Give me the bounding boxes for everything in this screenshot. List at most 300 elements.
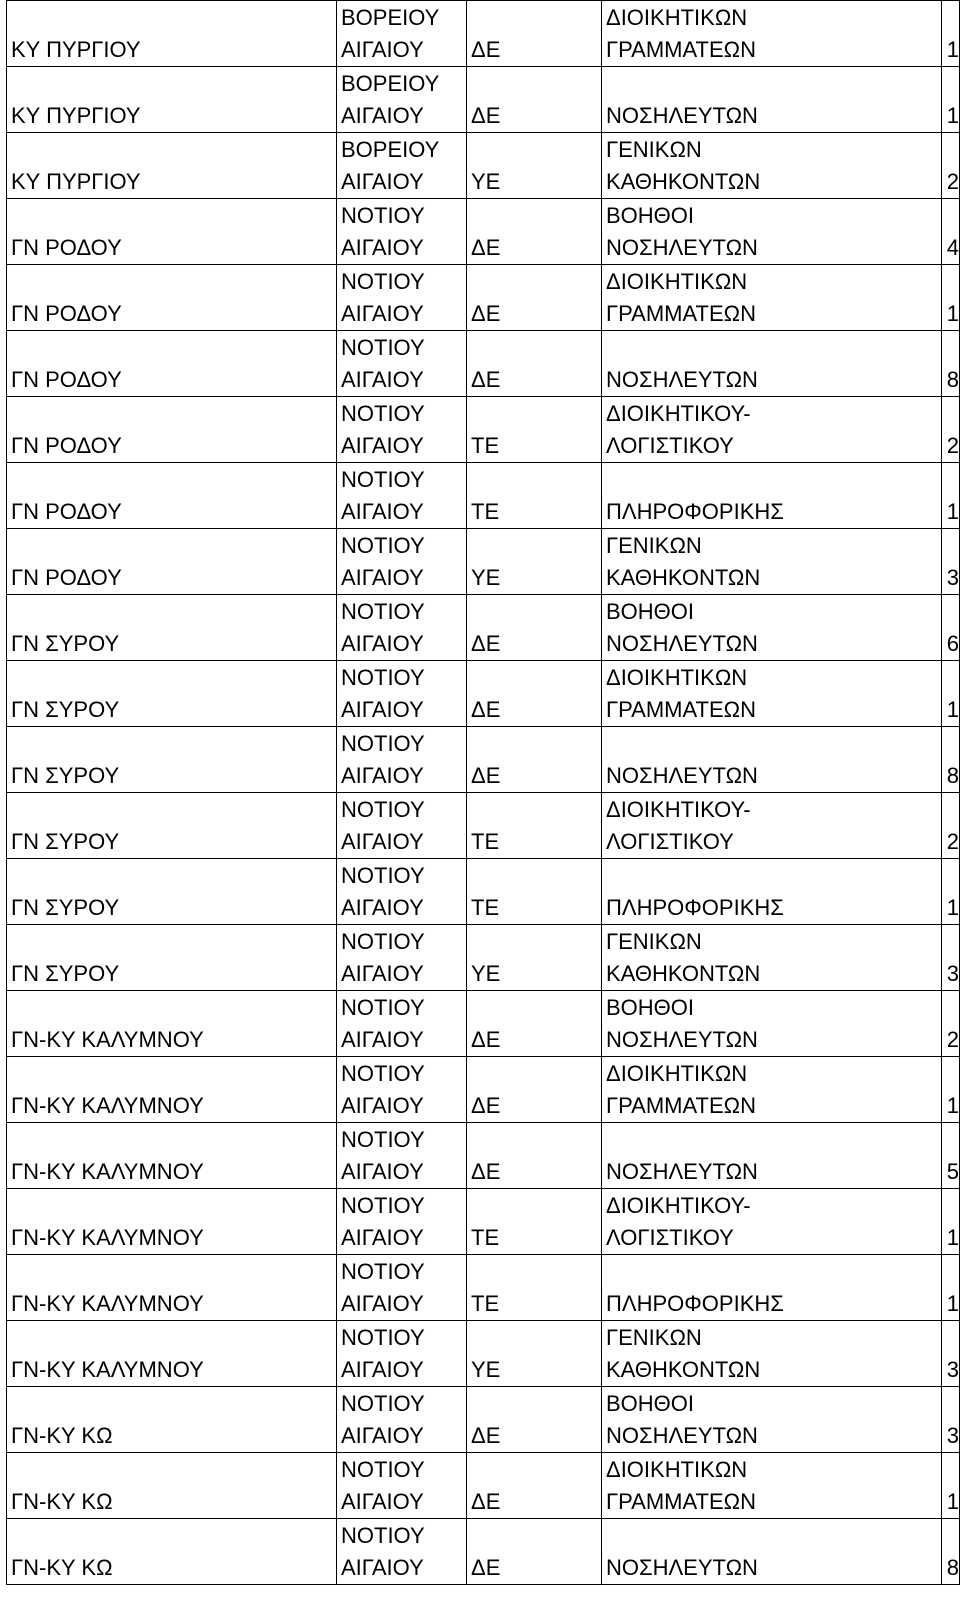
organization-text: ΓΝ ΣΥΡΟΥ bbox=[11, 961, 120, 986]
organization-cell[interactable] bbox=[7, 265, 337, 331]
organization-cell[interactable] bbox=[7, 1189, 337, 1255]
category-text: ΔΕ bbox=[471, 1555, 501, 1580]
category-text: ΔΕ bbox=[471, 697, 501, 722]
category-cell[interactable] bbox=[467, 925, 602, 991]
organization-text: ΓΝ ΡΟΔΟΥ bbox=[11, 499, 122, 524]
spreadsheet bbox=[6, 0, 959, 1585]
region-cell[interactable] bbox=[337, 925, 467, 991]
count-cell[interactable] bbox=[942, 661, 960, 727]
table-row bbox=[7, 133, 960, 199]
specialty-line-1: ΒΟΗΘΟΙ bbox=[606, 203, 695, 228]
category-text: ΤΕ bbox=[471, 829, 500, 854]
category-text: ΤΕ bbox=[471, 1291, 500, 1316]
organization-cell[interactable] bbox=[7, 67, 337, 133]
region-cell[interactable] bbox=[337, 1123, 467, 1189]
region-cell[interactable] bbox=[337, 1255, 467, 1321]
specialty-line-2: ΚΑΘΗΚΟΝΤΩΝ bbox=[606, 1357, 761, 1382]
count-text: 8 bbox=[946, 367, 959, 392]
count-text: 6 bbox=[946, 631, 959, 656]
count-cell[interactable] bbox=[942, 1321, 960, 1387]
region-line-2: ΑΙΓΑΙΟΥ bbox=[341, 1357, 424, 1382]
count-text: 1 bbox=[946, 1225, 959, 1250]
count-cell[interactable] bbox=[942, 529, 960, 595]
specialty-line-1: ΔΙΟΙΚΗΤΙΚΩΝ bbox=[606, 269, 748, 294]
region-line-2: ΑΙΓΑΙΟΥ bbox=[341, 103, 424, 128]
specialty-line-1: ΒΟΗΘΟΙ bbox=[606, 599, 695, 624]
organization-text: ΓΝ ΡΟΔΟΥ bbox=[11, 433, 122, 458]
organization-cell[interactable] bbox=[7, 991, 337, 1057]
count-cell[interactable] bbox=[942, 463, 960, 529]
category-cell[interactable] bbox=[467, 265, 602, 331]
specialty-line-2: ΛΟΓΙΣΤΙΚΟΥ bbox=[606, 1225, 734, 1250]
region-line-2: ΑΙΓΑΙΟΥ bbox=[341, 631, 424, 656]
count-text: 1 bbox=[946, 1489, 959, 1514]
region-line-2: ΑΙΓΑΙΟΥ bbox=[341, 829, 424, 854]
region-line-1: ΝΟΤΙΟΥ bbox=[341, 599, 425, 624]
table-row bbox=[7, 463, 960, 529]
category-text: ΔΕ bbox=[471, 1423, 501, 1448]
specialty-line-2: ΓΡΑΜΜΑΤΕΩΝ bbox=[606, 1093, 756, 1118]
organization-text: ΓΝ-ΚΥ ΚΩ bbox=[11, 1555, 113, 1580]
organization-cell[interactable] bbox=[7, 397, 337, 463]
specialty-line-2: ΛΟΓΙΣΤΙΚΟΥ bbox=[606, 829, 734, 854]
count-cell[interactable] bbox=[942, 727, 960, 793]
category-text: ΥΕ bbox=[471, 961, 501, 986]
specialty-line-1: ΓΕΝΙΚΩΝ bbox=[606, 929, 702, 954]
specialty-line-1: ΓΕΝΙΚΩΝ bbox=[606, 1325, 702, 1350]
specialty-cell[interactable] bbox=[602, 1189, 942, 1255]
specialty-line-1: ΔΙΟΙΚΗΤΙΚΟΥ- bbox=[606, 401, 751, 426]
organization-cell[interactable] bbox=[7, 1387, 337, 1453]
specialty-line-1 bbox=[606, 860, 938, 892]
region-line-1: ΝΟΤΙΟΥ bbox=[341, 665, 425, 690]
specialty-cell[interactable] bbox=[602, 1387, 942, 1453]
region-cell[interactable] bbox=[337, 727, 467, 793]
region-cell[interactable] bbox=[337, 595, 467, 661]
category-cell[interactable] bbox=[467, 529, 602, 595]
region-cell[interactable] bbox=[337, 991, 467, 1057]
specialty-cell[interactable] bbox=[602, 1, 942, 67]
table-row bbox=[7, 1189, 960, 1255]
count-text: 2 bbox=[946, 169, 959, 194]
category-cell[interactable] bbox=[467, 397, 602, 463]
count-cell[interactable] bbox=[942, 991, 960, 1057]
count-cell[interactable] bbox=[942, 793, 960, 859]
region-cell[interactable] bbox=[337, 1, 467, 67]
count-cell[interactable] bbox=[942, 1057, 960, 1123]
region-cell[interactable] bbox=[337, 1387, 467, 1453]
table-row bbox=[7, 793, 960, 859]
specialty-line-2: ΝΟΣΗΛΕΥΤΩΝ bbox=[606, 1423, 758, 1448]
category-cell[interactable] bbox=[467, 859, 602, 925]
region-cell[interactable] bbox=[337, 1453, 467, 1519]
count-text: 2 bbox=[946, 433, 959, 458]
category-cell[interactable] bbox=[467, 595, 602, 661]
region-line-1: ΝΟΤΙΟΥ bbox=[341, 1391, 425, 1416]
table-row bbox=[7, 199, 960, 265]
organization-text: ΚΥ ΠΥΡΓΙΟΥ bbox=[11, 37, 141, 62]
table-row bbox=[7, 397, 960, 463]
organization-text: ΓΝ ΡΟΔΟΥ bbox=[11, 367, 122, 392]
organization-text: ΓΝ-ΚΥ ΚΑΛΥΜΝΟΥ bbox=[11, 1093, 204, 1118]
category-text: ΔΕ bbox=[471, 1159, 501, 1184]
region-cell[interactable] bbox=[337, 133, 467, 199]
category-text: ΤΕ bbox=[471, 499, 500, 524]
region-line-1: ΝΟΤΙΟΥ bbox=[341, 1127, 425, 1152]
specialty-line-2: ΠΛΗΡΟΦΟΡΙΚΗΣ bbox=[606, 499, 784, 524]
region-line-1: ΝΟΤΙΟΥ bbox=[341, 1457, 425, 1482]
count-text: 2 bbox=[946, 1027, 959, 1052]
organization-cell[interactable] bbox=[7, 1123, 337, 1189]
specialty-cell[interactable] bbox=[602, 397, 942, 463]
organization-cell[interactable] bbox=[7, 133, 337, 199]
organization-cell[interactable] bbox=[7, 199, 337, 265]
region-line-2: ΑΙΓΑΙΟΥ bbox=[341, 1555, 424, 1580]
category-text: ΤΕ bbox=[471, 895, 500, 920]
organization-text: ΓΝ-ΚΥ ΚΑΛΥΜΝΟΥ bbox=[11, 1225, 204, 1250]
organization-text: ΓΝ-ΚΥ ΚΑΛΥΜΝΟΥ bbox=[11, 1159, 204, 1184]
organization-cell[interactable] bbox=[7, 529, 337, 595]
specialty-cell[interactable] bbox=[602, 265, 942, 331]
organization-text: ΓΝ ΣΥΡΟΥ bbox=[11, 763, 120, 788]
count-text: 1 bbox=[946, 37, 959, 62]
category-text: ΔΕ bbox=[471, 367, 501, 392]
table-row bbox=[7, 1387, 960, 1453]
category-cell[interactable] bbox=[467, 1387, 602, 1453]
count-text: 1 bbox=[946, 697, 959, 722]
region-cell[interactable] bbox=[337, 529, 467, 595]
specialty-cell[interactable] bbox=[602, 1255, 942, 1321]
count-text: 1 bbox=[946, 301, 959, 326]
table-row bbox=[7, 859, 960, 925]
specialty-cell[interactable] bbox=[602, 1453, 942, 1519]
region-line-2: ΑΙΓΑΙΟΥ bbox=[341, 169, 424, 194]
region-line-2: ΑΙΓΑΙΟΥ bbox=[341, 1291, 424, 1316]
specialty-line-2: ΝΟΣΗΛΕΥΤΩΝ bbox=[606, 1159, 758, 1184]
region-line-2: ΑΙΓΑΙΟΥ bbox=[341, 895, 424, 920]
specialty-line-2: ΝΟΣΗΛΕΥΤΩΝ bbox=[606, 1555, 758, 1580]
count-cell[interactable] bbox=[942, 1189, 960, 1255]
organization-cell[interactable] bbox=[7, 925, 337, 991]
region-line-2: ΑΙΓΑΙΟΥ bbox=[341, 961, 424, 986]
count-text: 5 bbox=[946, 1159, 959, 1184]
region-cell[interactable] bbox=[337, 1057, 467, 1123]
organization-cell[interactable] bbox=[7, 1255, 337, 1321]
category-text: ΥΕ bbox=[471, 1357, 501, 1382]
specialty-cell[interactable] bbox=[602, 727, 942, 793]
category-cell[interactable] bbox=[467, 793, 602, 859]
table-row bbox=[7, 1255, 960, 1321]
positions-table bbox=[6, 0, 960, 1585]
region-line-1: ΝΟΤΙΟΥ bbox=[341, 863, 425, 888]
region-line-2: ΑΙΓΑΙΟΥ bbox=[341, 697, 424, 722]
organization-text: ΓΝ ΡΟΔΟΥ bbox=[11, 565, 122, 590]
count-text: 3 bbox=[946, 961, 959, 986]
region-line-2: ΑΙΓΑΙΟΥ bbox=[341, 499, 424, 524]
count-text: 8 bbox=[946, 763, 959, 788]
specialty-line-1 bbox=[606, 728, 938, 760]
specialty-cell[interactable] bbox=[602, 463, 942, 529]
count-text: 4 bbox=[946, 235, 959, 260]
specialty-cell[interactable] bbox=[602, 661, 942, 727]
organization-cell[interactable] bbox=[7, 859, 337, 925]
category-text: ΔΕ bbox=[471, 1093, 501, 1118]
category-cell[interactable] bbox=[467, 331, 602, 397]
specialty-cell[interactable] bbox=[602, 1123, 942, 1189]
organization-text: ΓΝ ΣΥΡΟΥ bbox=[11, 895, 120, 920]
count-cell[interactable] bbox=[942, 397, 960, 463]
table-row bbox=[7, 1453, 960, 1519]
region-line-2: ΑΙΓΑΙΟΥ bbox=[341, 1225, 424, 1250]
category-text: ΔΕ bbox=[471, 1027, 501, 1052]
specialty-line-1: ΓΕΝΙΚΩΝ bbox=[606, 137, 702, 162]
table-row bbox=[7, 331, 960, 397]
region-line-2: ΑΙΓΑΙΟΥ bbox=[341, 1423, 424, 1448]
specialty-line-2: ΝΟΣΗΛΕΥΤΩΝ bbox=[606, 1027, 758, 1052]
specialty-cell[interactable] bbox=[602, 529, 942, 595]
category-cell[interactable] bbox=[467, 1255, 602, 1321]
specialty-line-2: ΛΟΓΙΣΤΙΚΟΥ bbox=[606, 433, 734, 458]
category-cell[interactable] bbox=[467, 199, 602, 265]
region-line-1: ΒΟΡΕΙΟΥ bbox=[341, 71, 440, 96]
region-line-1: ΝΟΤΙΟΥ bbox=[341, 335, 425, 360]
specialty-line-2: ΓΡΑΜΜΑΤΕΩΝ bbox=[606, 37, 756, 62]
table-row bbox=[7, 925, 960, 991]
specialty-line-2: ΚΑΘΗΚΟΝΤΩΝ bbox=[606, 565, 761, 590]
region-line-2: ΑΙΓΑΙΟΥ bbox=[341, 1093, 424, 1118]
region-cell[interactable] bbox=[337, 1519, 467, 1585]
region-line-1: ΝΟΤΙΟΥ bbox=[341, 797, 425, 822]
category-cell[interactable] bbox=[467, 133, 602, 199]
organization-text: ΓΝ-ΚΥ ΚΑΛΥΜΝΟΥ bbox=[11, 1357, 204, 1382]
specialty-line-1: ΔΙΟΙΚΗΤΙΚΩΝ bbox=[606, 665, 748, 690]
category-text: ΥΕ bbox=[471, 565, 501, 590]
organization-text: ΓΝ-ΚΥ ΚΑΛΥΜΝΟΥ bbox=[11, 1027, 204, 1052]
specialty-cell[interactable] bbox=[602, 859, 942, 925]
region-line-2: ΑΙΓΑΙΟΥ bbox=[341, 1027, 424, 1052]
count-text: 2 bbox=[946, 829, 959, 854]
specialty-line-2: ΝΟΣΗΛΕΥΤΩΝ bbox=[606, 367, 758, 392]
specialty-line-2: ΓΡΑΜΜΑΤΕΩΝ bbox=[606, 697, 756, 722]
region-line-1: ΝΟΤΙΟΥ bbox=[341, 1325, 425, 1350]
region-line-1: ΝΟΤΙΟΥ bbox=[341, 1259, 425, 1284]
organization-cell[interactable] bbox=[7, 793, 337, 859]
category-text: ΔΕ bbox=[471, 631, 501, 656]
table-row bbox=[7, 1057, 960, 1123]
region-cell[interactable] bbox=[337, 661, 467, 727]
category-cell[interactable] bbox=[467, 1123, 602, 1189]
organization-cell[interactable] bbox=[7, 1321, 337, 1387]
region-line-1: ΒΟΡΕΙΟΥ bbox=[341, 137, 440, 162]
specialty-cell[interactable] bbox=[602, 1321, 942, 1387]
region-line-2: ΑΙΓΑΙΟΥ bbox=[341, 367, 424, 392]
table-row bbox=[7, 529, 960, 595]
region-cell[interactable] bbox=[337, 1321, 467, 1387]
count-text: 1 bbox=[946, 895, 959, 920]
category-text: ΤΕ bbox=[471, 1225, 500, 1250]
category-cell[interactable] bbox=[467, 463, 602, 529]
organization-text: ΓΝ ΣΥΡΟΥ bbox=[11, 697, 120, 722]
region-line-2: ΑΙΓΑΙΟΥ bbox=[341, 1159, 424, 1184]
category-cell[interactable] bbox=[467, 1057, 602, 1123]
specialty-line-1: ΔΙΟΙΚΗΤΙΚΟΥ- bbox=[606, 1193, 751, 1218]
specialty-line-1 bbox=[606, 464, 938, 496]
count-cell[interactable] bbox=[942, 331, 960, 397]
organization-cell[interactable] bbox=[7, 1, 337, 67]
organization-cell[interactable] bbox=[7, 1519, 337, 1585]
category-text: ΔΕ bbox=[471, 235, 501, 260]
region-line-1: ΝΟΤΙΟΥ bbox=[341, 731, 425, 756]
region-line-1: ΝΟΤΙΟΥ bbox=[341, 929, 425, 954]
region-cell[interactable] bbox=[337, 67, 467, 133]
region-line-2: ΑΙΓΑΙΟΥ bbox=[341, 433, 424, 458]
organization-text: ΓΝ ΡΟΔΟΥ bbox=[11, 235, 122, 260]
specialty-line-1: ΓΕΝΙΚΩΝ bbox=[606, 533, 702, 558]
table-row bbox=[7, 1321, 960, 1387]
category-text: ΔΕ bbox=[471, 763, 501, 788]
region-line-1: ΝΟΤΙΟΥ bbox=[341, 1523, 425, 1548]
category-text: ΔΕ bbox=[471, 103, 501, 128]
organization-text: ΓΝ ΣΥΡΟΥ bbox=[11, 631, 120, 656]
organization-cell[interactable] bbox=[7, 331, 337, 397]
specialty-line-1: ΔΙΟΙΚΗΤΙΚΩΝ bbox=[606, 1061, 748, 1086]
organization-cell[interactable] bbox=[7, 661, 337, 727]
count-cell[interactable] bbox=[942, 859, 960, 925]
organization-cell[interactable] bbox=[7, 1057, 337, 1123]
table-row bbox=[7, 727, 960, 793]
specialty-line-2: ΚΑΘΗΚΟΝΤΩΝ bbox=[606, 169, 761, 194]
count-cell[interactable] bbox=[942, 1123, 960, 1189]
category-cell[interactable] bbox=[467, 991, 602, 1057]
specialty-cell[interactable] bbox=[602, 925, 942, 991]
organization-text: ΓΝ-ΚΥ ΚΩ bbox=[11, 1489, 113, 1514]
region-line-2: ΑΙΓΑΙΟΥ bbox=[341, 301, 424, 326]
category-cell[interactable] bbox=[467, 67, 602, 133]
category-text: ΥΕ bbox=[471, 169, 501, 194]
category-text: ΤΕ bbox=[471, 433, 500, 458]
table-row bbox=[7, 1, 960, 67]
specialty-line-2: ΝΟΣΗΛΕΥΤΩΝ bbox=[606, 631, 758, 656]
region-cell[interactable] bbox=[337, 1189, 467, 1255]
count-text: 1 bbox=[946, 499, 959, 524]
category-cell[interactable] bbox=[467, 1519, 602, 1585]
table-row bbox=[7, 1519, 960, 1585]
category-text: ΔΕ bbox=[471, 1489, 501, 1514]
specialty-line-1 bbox=[606, 1256, 938, 1288]
organization-text: ΚΥ ΠΥΡΓΙΟΥ bbox=[11, 169, 141, 194]
organization-cell[interactable] bbox=[7, 463, 337, 529]
region-cell[interactable] bbox=[337, 199, 467, 265]
category-cell[interactable] bbox=[467, 1, 602, 67]
region-cell[interactable] bbox=[337, 793, 467, 859]
count-text: 3 bbox=[946, 1357, 959, 1382]
count-cell[interactable] bbox=[942, 265, 960, 331]
category-text: ΔΕ bbox=[471, 37, 501, 62]
region-line-1: ΝΟΤΙΟΥ bbox=[341, 401, 425, 426]
count-text: 3 bbox=[946, 565, 959, 590]
specialty-line-1: ΔΙΟΙΚΗΤΙΚΩΝ bbox=[606, 5, 748, 30]
region-line-2: ΑΙΓΑΙΟΥ bbox=[341, 37, 424, 62]
region-line-1: ΝΟΤΙΟΥ bbox=[341, 203, 425, 228]
category-cell[interactable] bbox=[467, 1189, 602, 1255]
count-cell[interactable] bbox=[942, 1519, 960, 1585]
count-cell[interactable] bbox=[942, 595, 960, 661]
count-cell[interactable] bbox=[942, 1387, 960, 1453]
specialty-cell[interactable] bbox=[602, 991, 942, 1057]
region-line-1: ΝΟΤΙΟΥ bbox=[341, 995, 425, 1020]
specialty-line-1: ΒΟΗΘΟΙ bbox=[606, 995, 695, 1020]
region-line-1: ΒΟΡΕΙΟΥ bbox=[341, 5, 440, 30]
specialty-line-2: ΓΡΑΜΜΑΤΕΩΝ bbox=[606, 301, 756, 326]
specialty-cell[interactable] bbox=[602, 595, 942, 661]
table-row bbox=[7, 661, 960, 727]
organization-cell[interactable] bbox=[7, 1453, 337, 1519]
specialty-line-1: ΒΟΗΘΟΙ bbox=[606, 1391, 695, 1416]
specialty-line-1 bbox=[606, 1520, 938, 1552]
region-line-2: ΑΙΓΑΙΟΥ bbox=[341, 1489, 424, 1514]
category-cell[interactable] bbox=[467, 661, 602, 727]
specialty-cell[interactable] bbox=[602, 199, 942, 265]
count-text: 1 bbox=[946, 1291, 959, 1316]
count-cell[interactable] bbox=[942, 1, 960, 67]
table-row bbox=[7, 265, 960, 331]
category-cell[interactable] bbox=[467, 727, 602, 793]
count-cell[interactable] bbox=[942, 1453, 960, 1519]
specialty-cell[interactable] bbox=[602, 67, 942, 133]
specialty-line-1 bbox=[606, 332, 938, 364]
region-cell[interactable] bbox=[337, 859, 467, 925]
count-cell[interactable] bbox=[942, 67, 960, 133]
category-cell[interactable] bbox=[467, 1453, 602, 1519]
region-cell[interactable] bbox=[337, 331, 467, 397]
count-text: 8 bbox=[946, 1555, 959, 1580]
table-body bbox=[7, 1, 960, 1585]
table-row bbox=[7, 595, 960, 661]
region-cell[interactable] bbox=[337, 397, 467, 463]
region-line-2: ΑΙΓΑΙΟΥ bbox=[341, 763, 424, 788]
region-line-1: ΝΟΤΙΟΥ bbox=[341, 269, 425, 294]
count-cell[interactable] bbox=[942, 925, 960, 991]
specialty-cell[interactable] bbox=[602, 793, 942, 859]
specialty-cell[interactable] bbox=[602, 133, 942, 199]
count-cell[interactable] bbox=[942, 1255, 960, 1321]
count-cell[interactable] bbox=[942, 199, 960, 265]
specialty-line-2: ΠΛΗΡΟΦΟΡΙΚΗΣ bbox=[606, 1291, 784, 1316]
specialty-line-1 bbox=[606, 68, 938, 100]
region-line-2: ΑΙΓΑΙΟΥ bbox=[341, 565, 424, 590]
region-cell[interactable] bbox=[337, 463, 467, 529]
organization-text: ΓΝ ΡΟΔΟΥ bbox=[11, 301, 122, 326]
specialty-line-2: ΝΟΣΗΛΕΥΤΩΝ bbox=[606, 235, 758, 260]
table-row bbox=[7, 1123, 960, 1189]
count-text: 1 bbox=[946, 103, 959, 128]
specialty-cell[interactable] bbox=[602, 331, 942, 397]
specialty-cell[interactable] bbox=[602, 1519, 942, 1585]
table-row bbox=[7, 991, 960, 1057]
specialty-cell[interactable] bbox=[602, 1057, 942, 1123]
specialty-line-2: ΠΛΗΡΟΦΟΡΙΚΗΣ bbox=[606, 895, 784, 920]
count-cell[interactable] bbox=[942, 133, 960, 199]
organization-cell[interactable] bbox=[7, 595, 337, 661]
count-text: 3 bbox=[946, 1423, 959, 1448]
organization-text: ΓΝ-ΚΥ ΚΩ bbox=[11, 1423, 113, 1448]
specialty-line-1 bbox=[606, 1124, 938, 1156]
organization-cell[interactable] bbox=[7, 727, 337, 793]
specialty-line-1: ΔΙΟΙΚΗΤΙΚΩΝ bbox=[606, 1457, 748, 1482]
region-cell[interactable] bbox=[337, 265, 467, 331]
category-cell[interactable] bbox=[467, 1321, 602, 1387]
specialty-line-1: ΔΙΟΙΚΗΤΙΚΟΥ- bbox=[606, 797, 751, 822]
